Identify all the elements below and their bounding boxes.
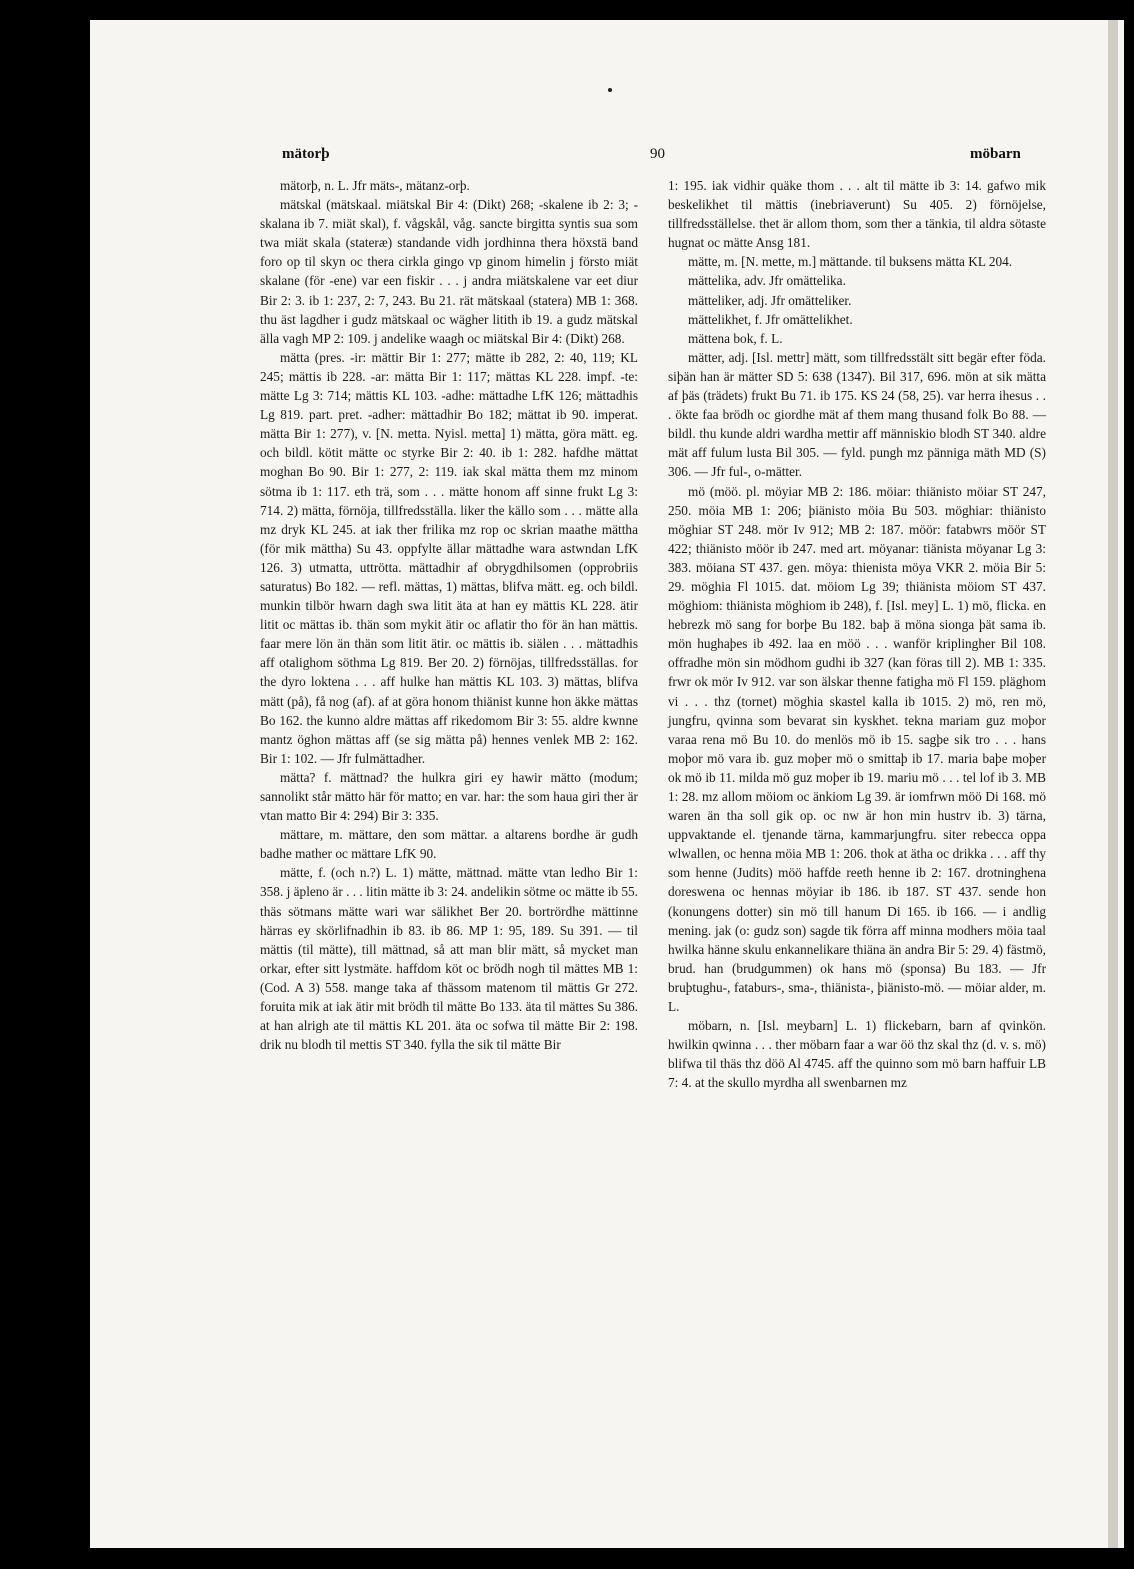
entry: mättelika, adv. Jfr omättelika. — [688, 273, 846, 289]
entry: mätter, adj. [Isl. mettr] mätt, som tillfredsstält sitt begär efter föda. siþän han är mätter SD 5: 638 (1347). Bil 317, 696. mön at sik mätta af þäs (trädets) frukt Bu 71. ib 175. KS 24 (58, 25). var herra ihesus . . . ökte faa brödh oc giordhe mät af them mang thusand folk Bo 88. — bildl. thu kunde aldri wardha mettir aff människio blodh ST 340. aldre mät aff fulum lusta Bil 305. — fyld. pungh mz pänniga mäth MD (S) 306. — Jfr ful-, o-mätter. — [668, 349, 1046, 480]
entry: mätta? f. mättnad? the hulkra giri ey hawir mätto (modum; sannolikt står mätto här för matto; en var. har: the som haua giri ther är vtan matto Bir 4: 294) Bir 3: 335. — [260, 769, 638, 824]
entry: mätorþ, n. L. Jfr mäts-, mätanz-orþ. — [280, 178, 470, 193]
running-head-left: mätorþ — [282, 146, 330, 162]
speck-mark — [608, 88, 612, 92]
entry: mätte, m. [N. mette, m.] mättande. til buksens mätta KL 204. — [688, 254, 1013, 270]
page-edge — [1108, 20, 1118, 1548]
entry: mö (möö. pl. möyiar MB 2: 186. möiar: thiänisto möiar ST 247, 250. möia MB 1: 206; þiänisto möia Bu 503. möghiar: thiänisto möghiar ST 248. mör Iv 912; MB 2: 187. möör: fatabwrs möör ST 422; thiänisto möör ib 247. med art. möyanar: tiänista möyanar Lg 3: 383. möiana ST 437. gen. möya: thienista möya VKR 2. möia Bir 5: 29. möghia Fl 1015. dat. möiom Lg 39; thiänista möiom ST 437. möghiom: thiänista möghiom ib 248), f. [Isl. mey] L. 1) mö, flicka. en hebrezk mö sang for borþe Bu 182. baþ ä möna sionga þät sama ib. mön hughaþes ib 492. laa en möö . . . wanför kriplingher Bil 108. offradhe mön sin mödhom gudhi ib 327 (kan föras till 2). MB 1: 335. frwr ok mör Iv 912. var son älskar thenne fatigha mö Fl 159. pläghom vi . . . thz (tornet) möghia skastel kalla ib 1015. 2) mö, ren mö, jungfru, qvinna som bevarat sin kyskhet. tekna mariam guz moþor varaa rena mö Bu 10. do menlös mö ib 15. sagþe sik tro . . . hans moþor mö vara ib. guz moþer mö o smittaþ ib 17. maria baþe moþer ok mö ib 11. milda mö guz moþer ib 19. mariu mö . . . tel lof ib 3. MB 1: 28. mz allom möiom oc änkiom Lg 39. är iomfrwn möö Di 168. mö waren än tha soll gik op. oc nw är hon min hustrv ib. 3) tärna, uppvaktande el. tjenande tärna, kammarjungfru. siter rebecca oppa wlwallen, oc henna möia MB 1: 206. thok at ätha oc drikka . . . aff thy som henne (Judits) möö haffde reeth henne ib 2: 167. drotninghena doreswena oc hennas möyiar ib 186. ib 187. ST 437. sende hon (konungens dotter) sin mö till hanum Di 165. ib 166. — i andlig mening. jak (o: gudz son) sagde tik förra aff minna modhers möia taal hwilka hänne skulu enkannelikare thiäna än andra Bir 5: 29. 4) fästmö, brud. han (brudgummen) ok hans mö (sponsa) Bu 183. — Jfr bruþtughu-, fataburs-, sma-, thiänista-, þiänisto-mö. — möiar alder, m. L. — [668, 483, 1046, 1015]
running-head-right: möbarn — [970, 146, 1021, 162]
entry: mätskal (mätskaal. miätskal Bir 4: (Dikt) 268; -skalene ib 2: 3; -skalana ib 7. miät skal), f. vågskål, våg. sancte birgitta syntis sua som twa miät skala (stateræ) standande vidh jordhinna thera höxstä band foro op til skyn oc thera cirkla gingo vp ginom himelin j försto miät skalane (för -ene) var een fiskir . . . j andra miätskalene var eet diur Bir 2: 3. ib 1: 237, 2: 7, 243. Bu 21. rät mätskaal (statera) MB 1: 368. thu äst lagdher i gudz mätskaal oc wägher litith ib 19. a gudz mätskal älla vagh MP 2: 109. j andelike waagh oc miätskal Bir 4: (Dikt) 268. — [260, 197, 638, 346]
right-column — [668, 176, 1046, 1093]
page-number: 90 — [650, 146, 665, 162]
left-column — [260, 176, 638, 1054]
entry: mättare, m. mättare, den som mättar. a altarens bordhe är gudh badhe mather oc mättare LfK 90. — [260, 827, 638, 862]
entry: mätte, f. (och n.?) L. 1) mätte, mättnad. mätte vtan ledho Bir 1: 358. j äpleno är . . . litin mätte ib 3: 24. andelikin sötme oc mätte ib 55. thäs sötmans mätte wari war sälikhet Ber 20. bortrördhe mättinne härras ey skörlifnadhin ib 83. ib 86. MP 1: 95, 189. Su 391. — til mättis (til mätte), till mättnad, så att man blir mätt, så mycket man orkar, efter sitt lystmäte. haffdom köt oc brödh nogh til mättes MB 1: (Cod. A 3) 558. mange taka af thässom matenom til mättis Gr 272. foruita mik at iak ätir mit brödh til mätte Bo 133. äta til mättes Su 386. at han alrigh ate til mättis KL 201. äta oc sofwa til mätte Bir 2: 198. drik nu blodh til mettis ST 340. fylla the sik til mätte Bir — [260, 865, 638, 1053]
entry: mätta (pres. -ir: mättir Bir 1: 277; mätte ib 282, 2: 40, 119; KL 245; mättis ib 228. -ar: mätta Bir 1: 117; mättas KL 228. impf. -te: mätte Lg 3: 714; mättis KL 103. -adhe: mättadhe LfK 126; mättadhis Lg 819. part. pret. -adher: mättadhir Bo 182; mättat ib 90. imperat. mätta Bir 1: 277), v. [N. metta. Nyisl. metta] 1) mätta, göra mätt. eg. och bildl. kötit mätte oc styrke Bir 2: 40. ib 1: 282. hafdhe mättat moghan Bo 90. Bir 1: 277, 2: 119. iak skal mätta them mz minom sötma ib 1: 117. eth trä, som . . . mätte honom aff sinne frukt Lg 3: 714. 2) mätta, förnöja, tillfredsställa. liker the källo som . . . mätte alla mz dryk KL 245. at iak ther frilika mz rop oc skrian maathe mättha (för mik mättha) Su 43. oppfylte ällar mättadhe wara astwndan LfK 126. 3) utmatta, uttrötta. mättadhir af obrygdhilsomen (opprobriis saturatus) Bo 182. — refl. mättas, 1) mättas, blifva mätt. eg. och bildl. munkin tilbör hwarn dagh swa litit äta at han ey mättis KL 228. ätir litit oc mättas ib. thän som mykit ätir oc aflatir tho för än han mättis. faar mere lön än thän som litit ätir. oc mättis ib. siälen . . . mättadhis aff otalighom söthma Lg 819. Ber 20. 2) förnöjas, tillfredsställas. for the dyro loktena . . . aff hulke han mättis KL 103. 3) mättas, blifva mätt (på), få nog (af). af at göra honom thiänist kunne hon äkke mättas Bo 162. the kunno aldre mättas aff rikedomom Bir 3: 55. aldre kwnne mantz öghon mättas aff (se sig mätta på) hennes venlek MB 2: 162. Bir 1: 102. — Jfr fulmättadher. — [260, 349, 638, 766]
entry: mättena bok, f. L. — [688, 330, 783, 346]
entry: 1: 195. iak vidhir quäke thom . . . alt til mätte ib 3: 14. gafwo mik beskelikhet til mättis (inebriaverunt) Su 405. 2) förnöjelse, tillfredsställelse. thet är allom thom, som ther a tänkia, til aldra sötaste hugnat oc mätte Ansg 181. — [668, 178, 1046, 251]
entry: möbarn, n. [Isl. meybarn] L. 1) flickebarn, barn af qvinkön. hwilkin qwinna . . . ther möbarn faar a war öö thz skal thz (d. v. s. mö) blifwa til thäs thz döö Al 4745. aff the quinno som mö barn haffuir LB 7: 4. at the skullo myrdha all swenbarnen mz — [668, 1018, 1046, 1091]
entry: mätteliker, adj. Jfr omätteliker. — [688, 292, 852, 308]
entry: mättelikhet, f. Jfr omättelikhet. — [688, 311, 853, 327]
